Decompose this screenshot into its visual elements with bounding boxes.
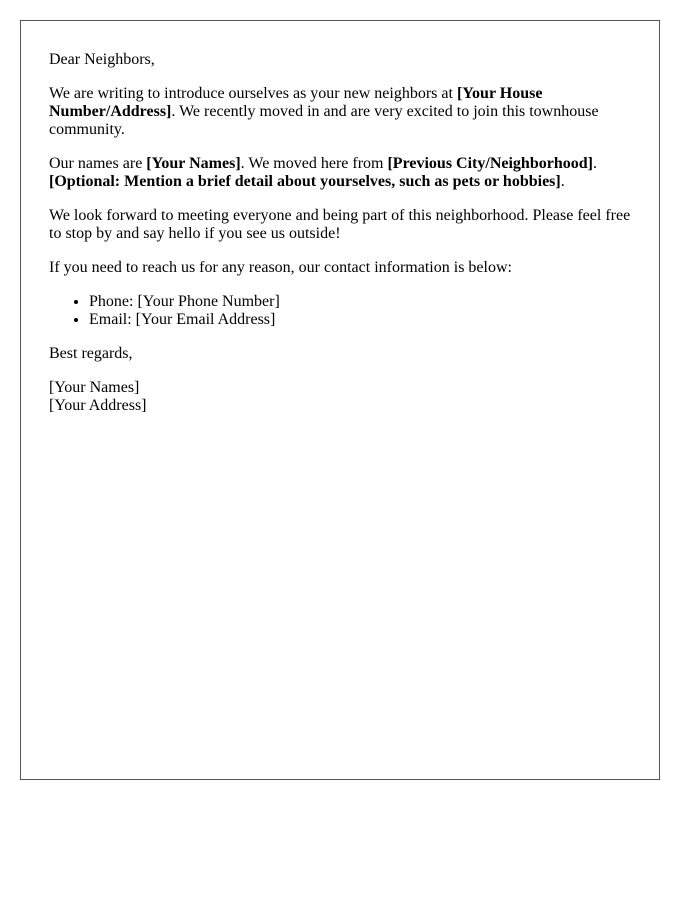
intro-text-pre: We are writing to introduce ourselves as your new neighbors at (49, 85, 457, 102)
signature (49, 379, 631, 415)
greeting: Dear Neighbors, (49, 51, 155, 68)
signature-address: [Your Address] (49, 397, 147, 414)
names-paragraph (49, 155, 631, 191)
names-text-pre: Our names are (49, 155, 147, 172)
contact-intro-paragraph: If you need to reach us for any reason, our contact information is below: (49, 259, 512, 276)
previous-city-placeholder: [Previous City/Neighborhood] (387, 155, 593, 172)
letter (20, 20, 660, 780)
names-text-mid2: . (592, 155, 597, 172)
intro-paragraph (49, 85, 631, 139)
closing: Best regards, (49, 345, 133, 362)
names-placeholder: [Your Names] (146, 155, 241, 172)
names-text-mid: . We moved here from (240, 155, 388, 172)
address-placeholder: [Your House Number/Address] (49, 85, 543, 120)
contact-email: • Email: [Your Email Address] (89, 311, 631, 329)
contact-phone: • Phone: [Your Phone Number] (89, 293, 631, 311)
names-text-post: . (560, 173, 565, 190)
contact-list (49, 293, 631, 329)
optional-detail-placeholder: [Optional: Mention a brief detail about yourselves, such as pets or hobbies] (49, 173, 561, 190)
signature-names: [Your Names] (49, 379, 140, 396)
intro-text-post: . We recently moved in and are very excited to join this townhouse community. (49, 103, 599, 138)
look-forward-paragraph: We look forward to meeting everyone and being part of this neighborhood. Please feel free to stop by and say hello if you see us outside! (49, 207, 631, 242)
